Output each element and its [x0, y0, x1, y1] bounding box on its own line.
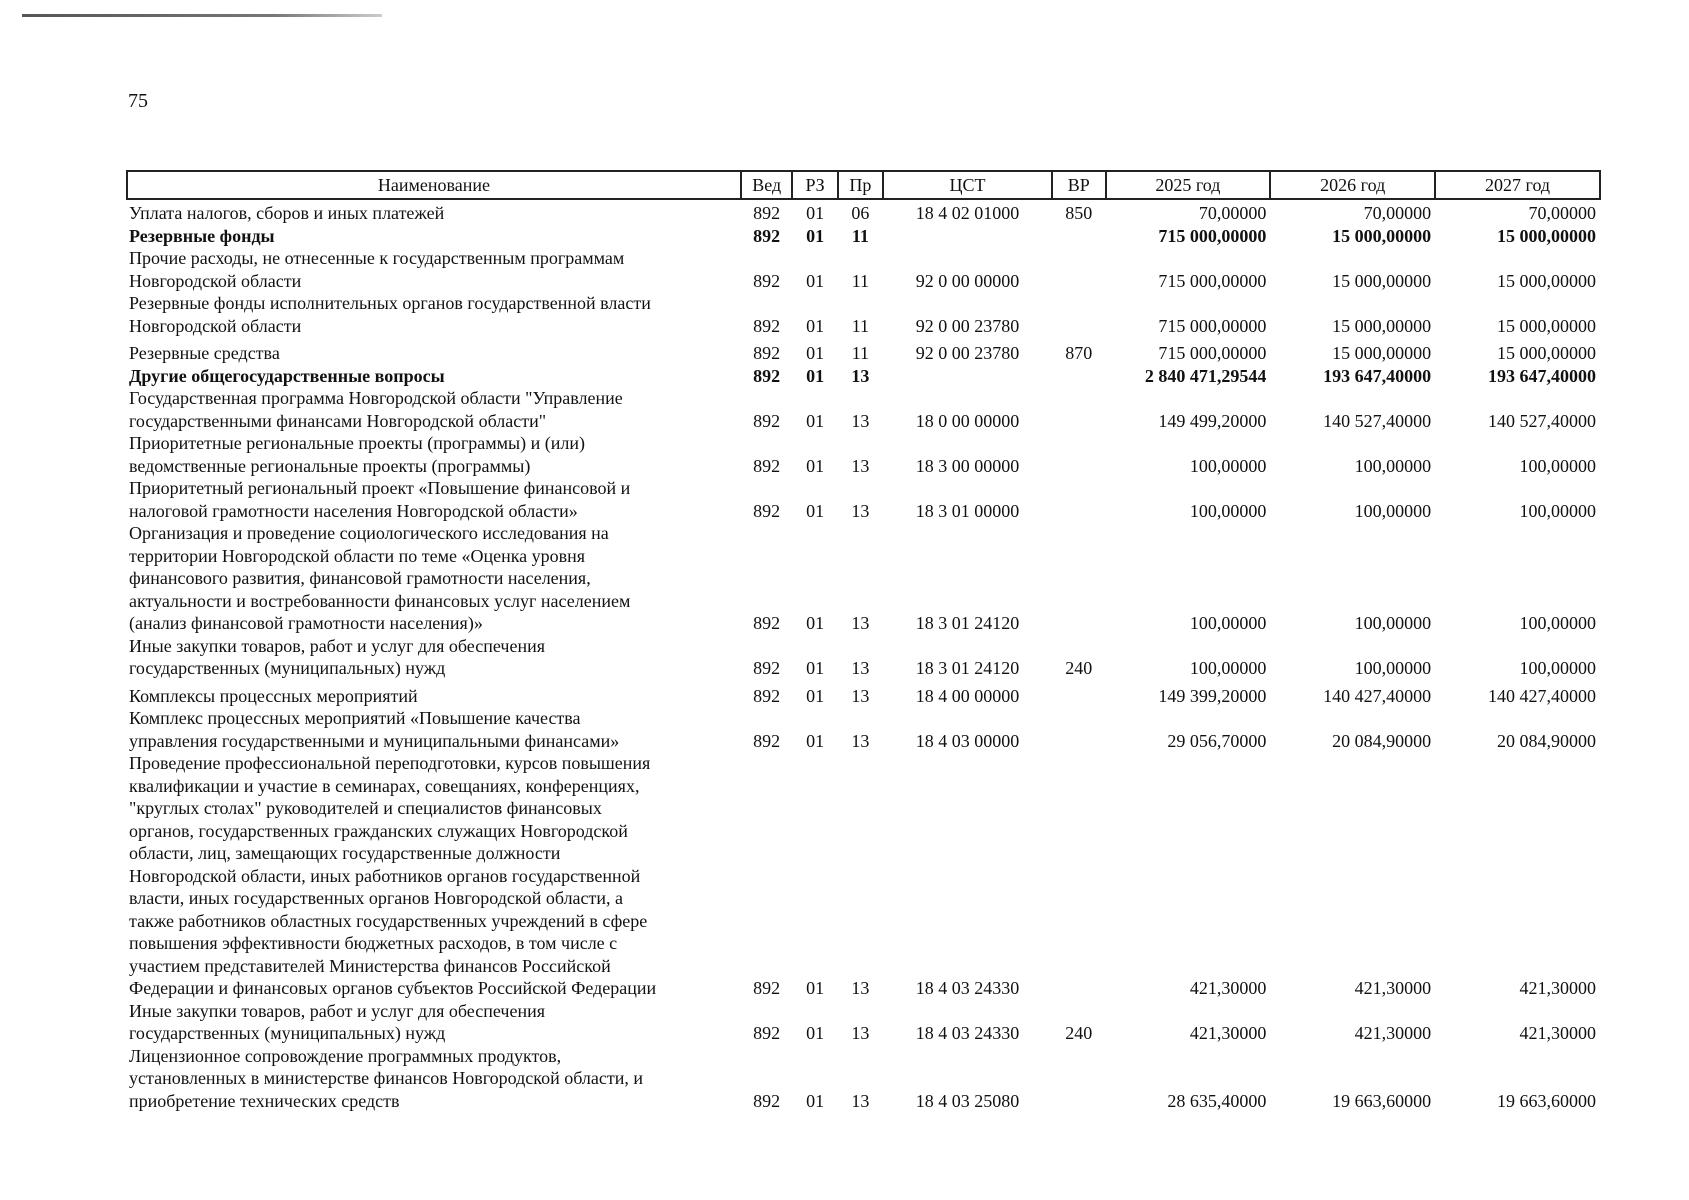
cell-cst: 18 4 00 00000 [915, 685, 1020, 706]
cell-2025: 100,00000 [1189, 613, 1267, 633]
cell-name: Резервные средства [129, 343, 280, 363]
cell-2025: 715 000,00000 [1158, 225, 1267, 246]
cell-cst: 92 0 00 23780 [915, 315, 1020, 336]
cell-2025: 715 000,00000 [1158, 315, 1267, 336]
cell-2025: 149 499,20000 [1158, 410, 1267, 431]
cell-2027: 193 647,40000 [1488, 365, 1596, 386]
cell-name: Иные закупки товаров, работ и услуг для обеспечения государственных (муниципальных) нужд [129, 1000, 545, 1043]
cell-rz: 01 [806, 658, 825, 678]
cell-2026: 15 000,00000 [1332, 270, 1432, 291]
cell-name: Другие общегосударственные вопросы [129, 365, 445, 386]
cell-vr [1052, 247, 1106, 292]
cell-pr: 11 [851, 343, 870, 363]
header-name: Наименование [127, 171, 741, 199]
cell-2027: 15 000,00000 [1497, 225, 1596, 246]
cell-vr [1052, 522, 1106, 635]
cell-cst: 92 0 00 23780 [915, 343, 1020, 363]
header-rz: РЗ [792, 171, 837, 199]
table-row [127, 477, 1600, 522]
cell-rz: 01 [806, 270, 825, 291]
cell-pr: 11 [851, 315, 870, 336]
cell-pr: 11 [851, 225, 869, 246]
cell-2027: 421,30000 [1519, 1023, 1596, 1043]
cell-2026: 421,30000 [1354, 1023, 1432, 1043]
top-rule [22, 14, 382, 17]
cell-rz: 01 [806, 500, 825, 521]
cell-pr: 13 [851, 1023, 870, 1043]
cell-cst: 18 4 03 25080 [915, 1090, 1020, 1111]
cell-name: Лицензионное сопровождение программных продуктов, установленных в министерстве финансов Новгородской области, и приобретение технических средств [129, 1045, 644, 1111]
cell-vr [1052, 680, 1106, 708]
cell-name: Проведение профессиональной переподготовки, курсов повышения квалификации и участие в семинарах, совещаниях, конференциях, "круглых столах" руководителей и специалистов финансовых органов, государственных гражданских служащих Новгородской области, лиц, замещающих государственные должности Новгородской области, иных работников органов государственной власти, иных государственных органов Новгородской области, а также работников областных государственных учреждений в сфере повышения эффективности бюджетных расходов, в том числе с участием представителей Министерства финансов Российской Федерации и финансовых органов субъектов Российской Федерации [129, 753, 657, 998]
cell-pr: 11 [851, 270, 870, 291]
cell-pr: 06 [851, 203, 870, 223]
cell-vr [1052, 1045, 1106, 1113]
cell-rz: 01 [806, 203, 825, 223]
cell-cst [883, 225, 1052, 248]
cell-cst: 18 3 01 24120 [915, 658, 1020, 678]
cell-rz: 01 [806, 343, 825, 363]
table-row [127, 387, 1600, 432]
header-2026: 2026 год [1270, 171, 1435, 199]
cell-2026: 19 663,60000 [1332, 1090, 1432, 1111]
cell-2025: 421,30000 [1189, 978, 1267, 998]
cell-name: Уплата налогов, сборов и иных платежей [129, 203, 445, 223]
cell-rz: 01 [806, 410, 825, 431]
cell-vr [1052, 365, 1106, 388]
cell-vr [1052, 477, 1106, 522]
cell-pr: 13 [851, 613, 870, 633]
cell-2026: 15 000,00000 [1332, 225, 1432, 246]
cell-2027: 100,00000 [1519, 500, 1596, 521]
cell-2027: 15 000,00000 [1497, 270, 1596, 291]
table-row [127, 522, 1600, 635]
cell-2027: 100,00000 [1519, 613, 1596, 633]
header-cst: ЦСТ [883, 171, 1052, 199]
table-row [127, 752, 1600, 1000]
cell-cst: 18 0 00 00000 [915, 410, 1020, 431]
cell-2026: 70,00000 [1363, 203, 1432, 223]
cell-rz: 01 [806, 730, 825, 751]
cell-2026: 100,00000 [1354, 613, 1432, 633]
cell-vr [1052, 707, 1106, 752]
header-2027: 2027 год [1435, 171, 1600, 199]
cell-2025: 70,00000 [1198, 203, 1267, 223]
cell-2026: 100,00000 [1354, 658, 1432, 678]
cell-vr: 850 [1065, 203, 1093, 223]
cell-vr [1052, 432, 1106, 477]
cell-pr: 13 [851, 1090, 870, 1111]
cell-2025: 2 840 471,29544 [1144, 365, 1267, 386]
cell-ved: 892 [753, 613, 781, 633]
cell-vr [1052, 292, 1106, 337]
cell-rz: 01 [806, 685, 825, 706]
cell-cst: 18 3 00 00000 [915, 455, 1020, 476]
header-row [127, 171, 1600, 199]
table-row [127, 337, 1600, 365]
cell-vr [1052, 387, 1106, 432]
cell-2026: 20 084,90000 [1332, 730, 1432, 751]
cell-ved: 892 [753, 978, 781, 998]
budget-table [126, 170, 1601, 1112]
cell-vr [1052, 752, 1106, 1000]
header-ved: Вед [741, 171, 793, 199]
cell-2027: 140 527,40000 [1488, 410, 1596, 431]
cell-rz: 01 [806, 1090, 825, 1111]
cell-pr: 13 [851, 500, 870, 521]
cell-pr: 13 [851, 658, 870, 678]
table-row [127, 365, 1600, 388]
cell-rz: 01 [806, 1023, 825, 1043]
table-row [127, 680, 1600, 708]
cell-2027: 140 427,40000 [1488, 685, 1596, 706]
table-row [127, 1045, 1600, 1113]
cell-ved: 892 [753, 500, 781, 521]
cell-2026: 421,30000 [1354, 978, 1432, 998]
header-vr: ВР [1052, 171, 1106, 199]
table-row [127, 707, 1600, 752]
cell-ved: 892 [753, 658, 781, 678]
cell-2025: 28 635,40000 [1167, 1090, 1267, 1111]
cell-ved: 892 [753, 1090, 781, 1111]
table-row [127, 635, 1600, 680]
cell-2027: 70,00000 [1528, 203, 1596, 223]
cell-pr: 13 [851, 685, 870, 706]
cell-2025: 100,00000 [1189, 455, 1267, 476]
header-2025: 2025 год [1106, 171, 1271, 199]
cell-2025: 715 000,00000 [1158, 270, 1267, 291]
table-row [127, 432, 1600, 477]
cell-2026: 15 000,00000 [1332, 343, 1432, 363]
cell-rz: 01 [806, 315, 825, 336]
cell-2025: 149 399,20000 [1158, 685, 1267, 706]
cell-name: Резервные фонды исполнительных органов государственной власти Новгородской области [129, 293, 651, 336]
table-row [127, 1000, 1600, 1045]
cell-cst: 18 4 02 01000 [915, 203, 1020, 223]
table-row [127, 292, 1600, 337]
cell-rz: 01 [806, 613, 825, 633]
cell-2025: 100,00000 [1189, 500, 1267, 521]
cell-2027: 100,00000 [1519, 658, 1596, 678]
cell-vr: 870 [1065, 343, 1093, 363]
cell-2026: 15 000,00000 [1332, 315, 1432, 336]
cell-rz: 01 [806, 365, 825, 386]
cell-2025: 421,30000 [1189, 1023, 1267, 1043]
cell-ved: 892 [753, 203, 781, 223]
cell-ved: 892 [753, 225, 781, 246]
table-row [127, 247, 1600, 292]
cell-2027: 100,00000 [1519, 455, 1596, 476]
cell-2026: 193 647,40000 [1323, 365, 1432, 386]
cell-rz: 01 [806, 978, 825, 998]
table-row [127, 199, 1600, 225]
cell-pr: 13 [851, 978, 870, 998]
cell-2027: 421,30000 [1519, 978, 1596, 998]
cell-name: Организация и проведение социологического исследования на территории Новгородской области по теме «Оценка уровня финансового развития, финансовой грамотности населения, актуальности и востребованности финансовых услуг населением (анализ финансовой грамотности населения)» [129, 523, 631, 633]
cell-2026: 140 427,40000 [1323, 685, 1432, 706]
cell-ved: 892 [753, 270, 781, 291]
cell-2027: 19 663,60000 [1497, 1090, 1596, 1111]
header-pr: Пр [838, 171, 883, 199]
cell-cst: 18 4 03 24330 [915, 1023, 1020, 1043]
cell-name: Прочие расходы, не отнесенные к государственным программам Новгородской области [129, 248, 625, 291]
cell-name: Приоритетные региональные проекты (программы) и (или) ведомственные региональные проекты (программы) [129, 433, 585, 476]
cell-ved: 892 [753, 343, 781, 363]
cell-2025: 715 000,00000 [1158, 343, 1267, 363]
cell-ved: 892 [753, 685, 781, 706]
cell-2025: 100,00000 [1189, 658, 1267, 678]
cell-cst: 18 3 01 24120 [915, 613, 1020, 633]
cell-2027: 15 000,00000 [1497, 315, 1596, 336]
cell-cst: 18 4 03 24330 [915, 978, 1020, 998]
cell-vr: 240 [1065, 658, 1093, 678]
cell-pr: 13 [851, 455, 870, 476]
cell-2027: 20 084,90000 [1497, 730, 1596, 751]
table-row [127, 225, 1600, 248]
cell-2027: 15 000,00000 [1497, 343, 1596, 363]
cell-ved: 892 [753, 455, 781, 476]
cell-rz: 01 [806, 455, 825, 476]
cell-2026: 100,00000 [1354, 500, 1432, 521]
cell-ved: 892 [753, 315, 781, 336]
cell-name: Резервные фонды [129, 225, 275, 246]
cell-2026: 100,00000 [1354, 455, 1432, 476]
cell-pr: 13 [851, 365, 870, 386]
cell-name: Государственная программа Новгородской области "Управление государственными финансами Новгородской области" [129, 388, 623, 431]
cell-rz: 01 [806, 225, 825, 246]
cell-vr [1052, 225, 1106, 248]
cell-ved: 892 [753, 365, 781, 386]
cell-name: Приоритетный региональный проект «Повышение финансовой и налоговой грамотности населения Новгородской области» [129, 478, 631, 521]
cell-cst: 92 0 00 00000 [915, 270, 1020, 291]
cell-ved: 892 [753, 1023, 781, 1043]
cell-vr: 240 [1065, 1023, 1093, 1043]
cell-name: Комплекс процессных мероприятий «Повышение качества управления государственными и муниципальными финансами» [129, 708, 620, 751]
cell-cst: 18 3 01 00000 [915, 500, 1020, 521]
cell-cst: 18 4 03 00000 [915, 730, 1020, 751]
cell-pr: 13 [851, 410, 870, 431]
cell-ved: 892 [753, 730, 781, 751]
cell-cst [883, 365, 1052, 388]
cell-name: Комплексы процессных мероприятий [129, 685, 418, 706]
cell-ved: 892 [753, 410, 781, 431]
page-number: 75 [128, 90, 148, 112]
cell-2025: 29 056,70000 [1167, 730, 1267, 751]
cell-2026: 140 527,40000 [1323, 410, 1432, 431]
cell-name: Иные закупки товаров, работ и услуг для обеспечения государственных (муниципальных) нужд [129, 635, 545, 678]
table-body [127, 199, 1600, 1112]
cell-pr: 13 [851, 730, 870, 751]
